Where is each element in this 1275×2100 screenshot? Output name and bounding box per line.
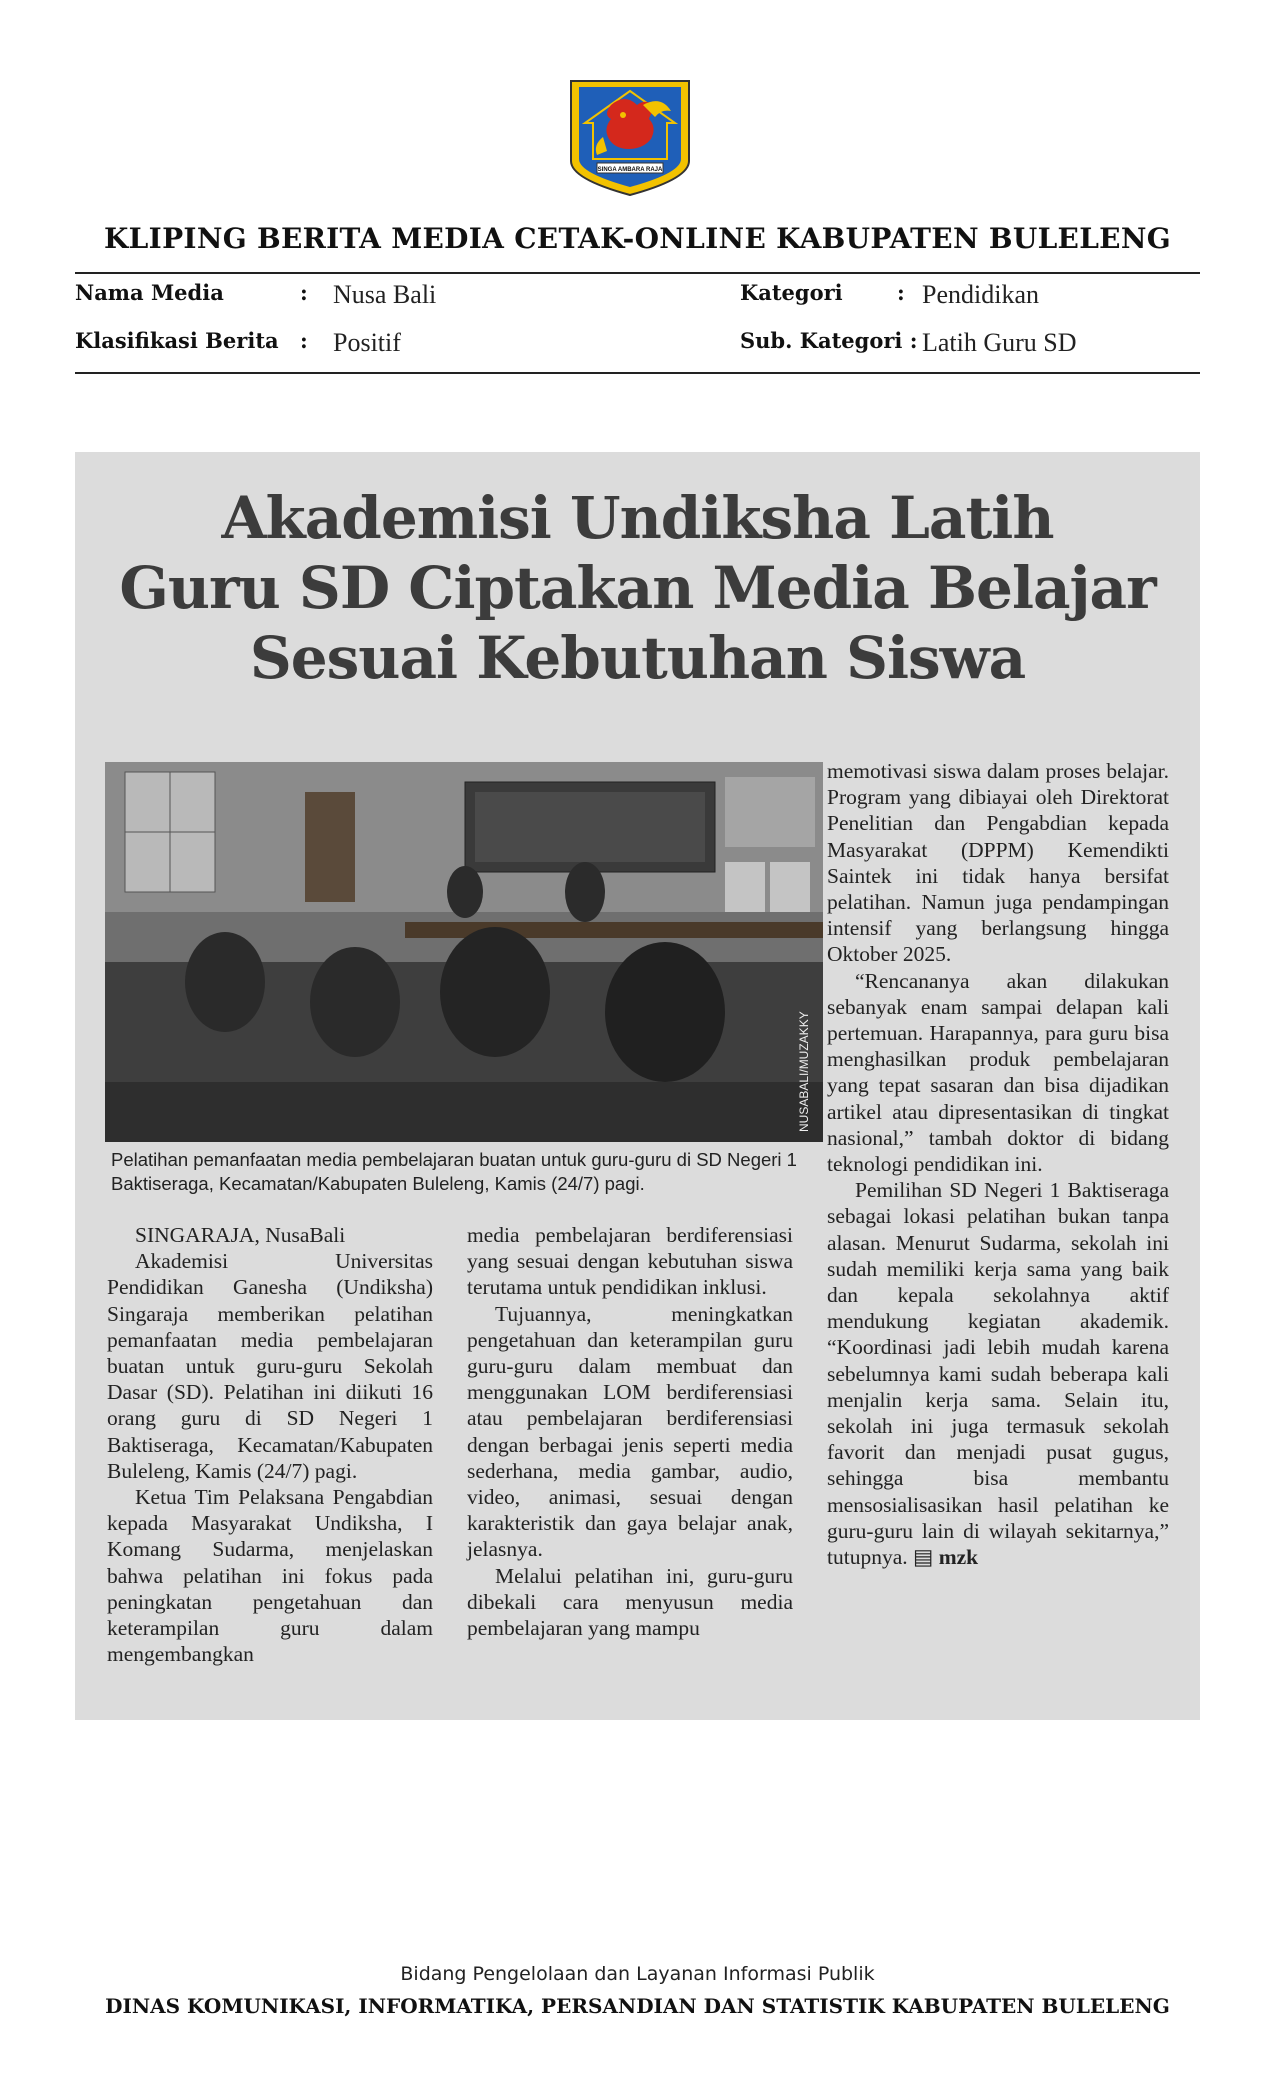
document-title: KLIPING BERITA MEDIA CETAK-ONLINE KABUPATEN BULELENG <box>104 222 1171 255</box>
paragraph <box>827 1177 1169 1570</box>
sub-kategori-label: Sub. Kategori : <box>740 328 918 353</box>
sub-kategori-value: Latih Guru SD <box>922 328 1077 357</box>
nama-media-colon: : <box>300 280 308 305</box>
photo-credit: NUSABALI/MUZAKKY <box>797 1011 811 1132</box>
bottom-rule <box>75 372 1200 374</box>
article-column-1 <box>107 1222 433 1667</box>
nama-media-value: Nusa Bali <box>333 280 437 309</box>
nama-media-label: Nama Media <box>75 280 224 305</box>
klasifikasi-value: Positif <box>333 328 401 357</box>
author-signoff: mzk <box>938 1545 979 1570</box>
paragraph-text: Pemilihan SD Negeri 1 Baktiseraga sebagai lokasi pelatihan bukan tanpa alasan. Menurut Sudarma, sekolah ini sudah memiliki kerja sama yang baik dan kepala sekolahnya aktif mendukung kegiatan akademik. “Koordinasi jadi lebih mudah karena sebelumnya kami sudah beberapa kali menjalin kerja sama. Selain itu, sekolah ini juga termasuk sekolah favorit dan menjadi pusat gugus, sehingga bisa membantu mensosialisasikan hasil pelatihan ke guru-guru lain di wilayah sekitarnya,” tutupnya. <box>827 1178 1169 1570</box>
footer-department: Bidang Pengelolaan dan Layanan Informasi Publik <box>400 1963 875 1985</box>
paragraph: Melalui pelatihan ini, guru-guru dibekali cara menyusun media pembelajaran yang mampu <box>467 1563 793 1641</box>
article-photo <box>105 762 823 1142</box>
paragraph: memotivasi siswa dalam proses belajar. Program yang dibiayai oleh Direktorat Penelitian dan Pengabdian kepada Masyarakat (DPPM) Kemendikti Saintek ini tidak hanya bersifat pelatihan. Namun juga pendampingan intensif yang berlangsung hingga Oktober 2025. <box>827 759 1169 967</box>
kategori-colon: : <box>897 280 905 305</box>
dateline: SINGARAJA, NusaBali <box>135 1223 346 1247</box>
footer-agency: DINAS KOMUNIKASI, INFORMATIKA, PERSANDIAN DAN STATISTIK KABUPATEN BULELENG <box>105 1994 1170 2018</box>
photo-caption: Pelatihan pemanfaatan media pembelajaran buatan untuk guru-guru di SD Negeri 1 Baktiseraga, Kecamatan/Kabupaten Buleleng, Kamis (24/7) pagi. <box>111 1149 797 1194</box>
headline-line-1: Akademisi Undiksha Latih <box>221 484 1054 552</box>
logo-motto: SINGA AMBARA RAJA <box>597 167 663 173</box>
headline-line-3: Sesuai Kebutuhan Siswa <box>249 624 1026 692</box>
klasifikasi-label: Klasifikasi Berita <box>75 328 279 353</box>
news-clipping <box>75 452 1200 1720</box>
paragraph: media pembelajaran berdiferensiasi yang sesuai dengan kebutuhan siswa terutama untuk pendidikan inklusi. <box>467 1223 793 1300</box>
paragraph: “Rencananya akan dilakukan sebanyak enam sampai delapan kali pertemuan. Harapannya, para guru bisa menghasilkan produk pembelajaran yang tepat sasaran dan bisa dijadikan artikel atau dipresentasikan di tingkat nasional,” tambah doktor di bidang teknologi pendidikan ini. <box>827 968 1169 1177</box>
newspaper-icon: ▤ <box>913 1545 934 1570</box>
paragraph: Tujuannya, meningkatkan pengetahuan dan keterampilan guru guru-guru dalam membuat dan menggunakan LOM berdiferensiasi atau pembelajaran berdiferensiasi dengan berbagai jenis seperti media sederhana, media gambar, audio, video, animasi, sesuai dengan karakteristik dan gaya belajar anak, jelasnya. <box>467 1301 793 1562</box>
headline-line-2: Guru SD Ciptakan Media Belajar <box>119 554 1156 622</box>
top-rule <box>75 272 1200 274</box>
paragraph: Akademisi Universitas Pendidikan Ganesha (Undiksha) Singaraja memberikan pelatihan pemanfaatan media pembelajaran buatan untuk guru-guru Sekolah Dasar (SD). Pelatihan ini diikuti 16 orang guru di SD Negeri 1 Baktiseraga, Kecamatan/Kabupaten Buleleng, Kamis (24/7) pagi. <box>107 1249 433 1483</box>
klasifikasi-colon: : <box>300 328 308 353</box>
buleleng-regency-logo <box>563 75 697 199</box>
paragraph: Ketua Tim Pelaksana Pengabdian kepada Masyarakat Undiksha, I Komang Sudarma, menjelaskan bahwa pelatihan ini fokus pada peningkatan pengetahuan dan keterampilan guru dalam mengembangkan <box>107 1485 433 1667</box>
kategori-value: Pendidikan <box>922 280 1039 309</box>
article-column-2 <box>467 1222 793 1641</box>
kategori-label: Kategori <box>740 280 843 305</box>
article-column-3 <box>827 758 1169 1570</box>
